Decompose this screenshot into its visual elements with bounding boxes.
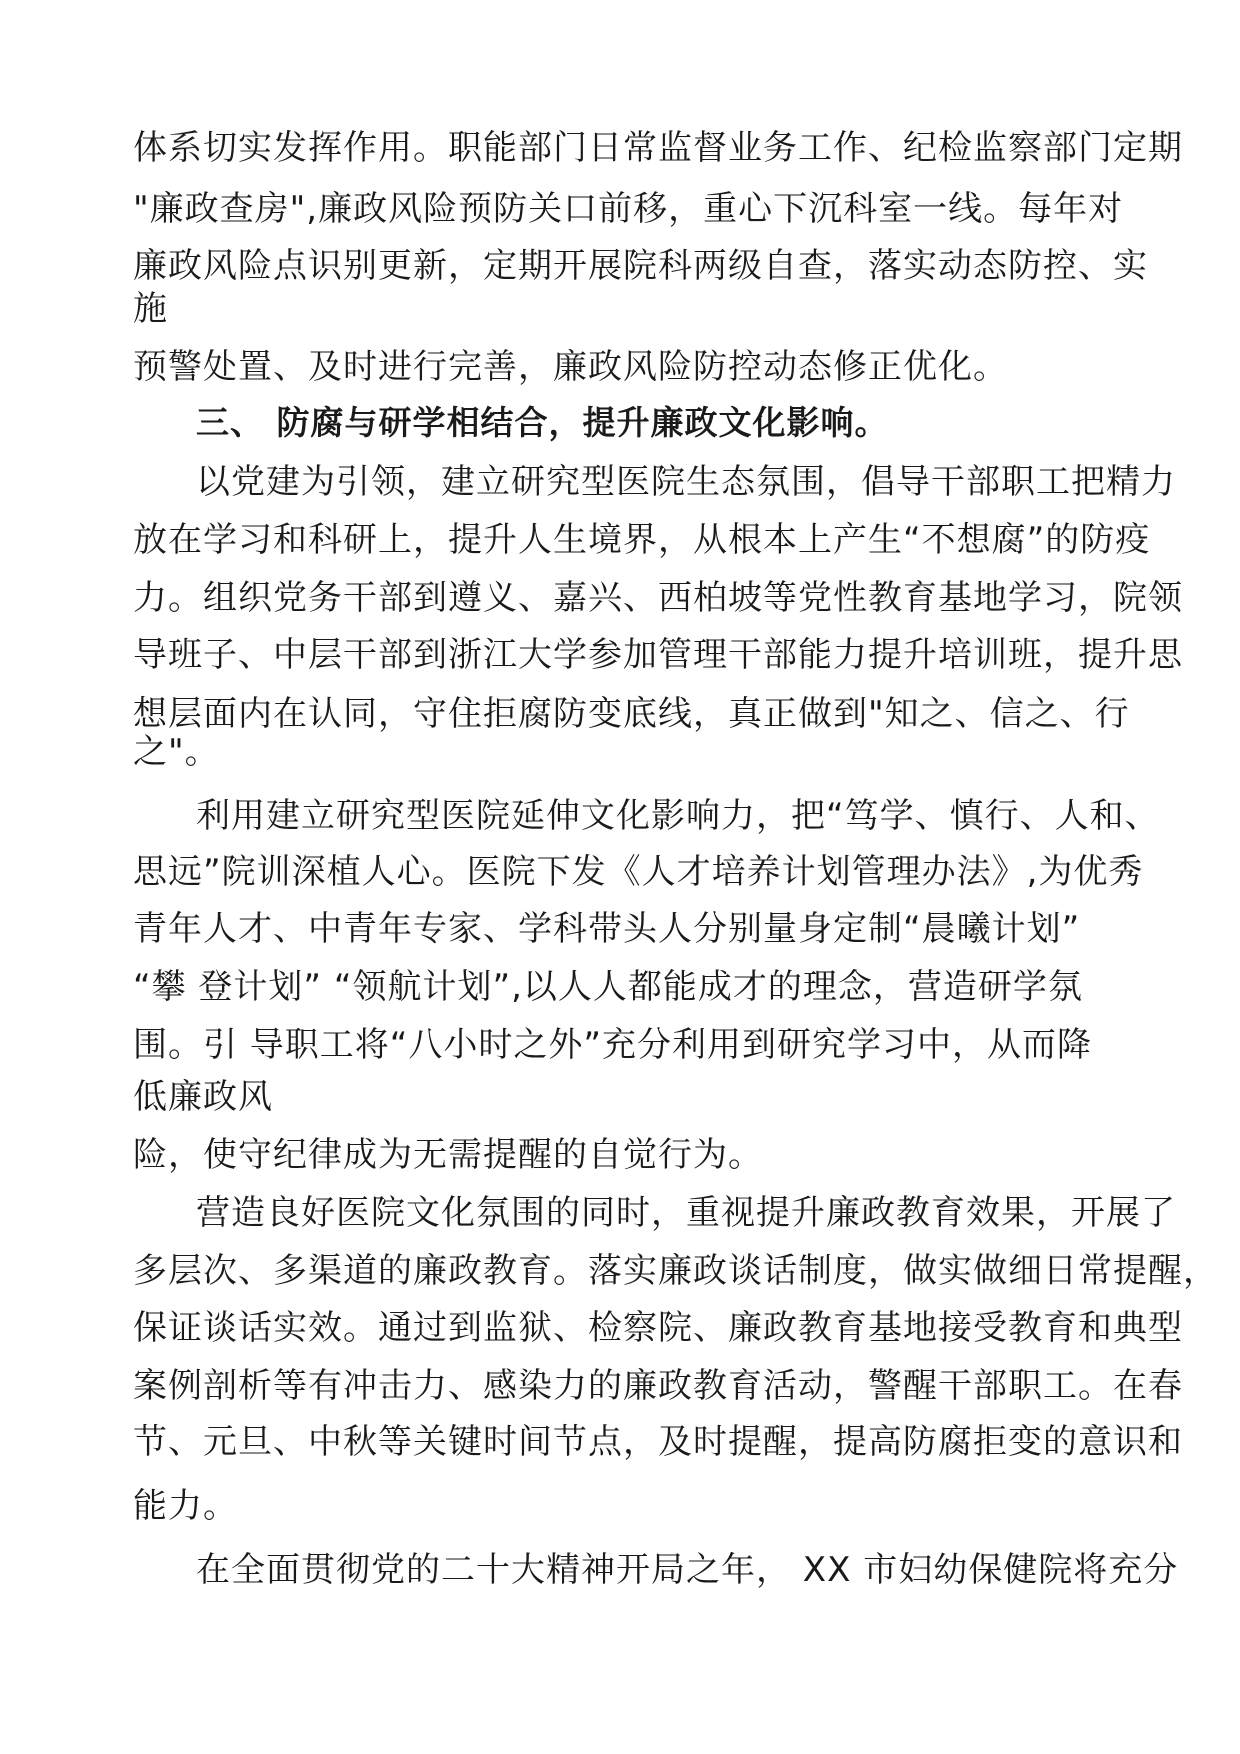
section-heading: 三、 防腐与研学相结合，提升廉政文化影响。 (196, 403, 889, 442)
text-line: 以党建为引领，建立研究型医院生态氛围，倡导干部职工把精力 (196, 462, 1176, 502)
text-line: 廉政风险点识别更新，定期开展院科两级自查，落实动态防控、实 (133, 246, 1148, 286)
text-line: 青年人才、中青年专家、学科带头人分别量身定制“晨曦计划” (133, 909, 1081, 949)
text-line: 在全面贯彻党的二十大精神开局之年， XX 市妇幼保健院将充分 (196, 1550, 1179, 1590)
text-line: 保证谈话实效。通过到监狱、检察院、廉政教育基地接受教育和典型 (133, 1308, 1183, 1348)
text-line: 营造良好医院文化氛围的同时，重视提升廉政教育效果，开展了 (196, 1193, 1176, 1233)
text-line: 围。引 导职工将“八小时之外”充分利用到研究学习中，从而降 (133, 1025, 1093, 1065)
text-line: 导班子、中层干部到浙江大学参加管理干部能力提升培训班，提升思 (133, 635, 1183, 675)
text-line: 之"。 (133, 732, 220, 772)
text-line: 预警处置、及时进行完善，廉政风险防控动态修正优化。 (133, 347, 1008, 387)
text-line: “攀 登计划” “领航计划”,以人人都能成才的理念，营造研学氛 (133, 967, 1083, 1007)
text-line: 利用建立研究型医院延伸文化影响力，把“笃学、慎行、人和、 (196, 796, 1160, 836)
text-line: 力。组织党务干部到遵义、嘉兴、西柏坡等党性教育基地学习，院领 (133, 578, 1183, 618)
text-line: 施 (133, 289, 168, 329)
text-line: 险，使守纪律成为无需提醒的自觉行为。 (133, 1135, 763, 1175)
text-line: 案例剖析等有冲击力、感染力的廉政教育活动，警醒干部职工。在春 (133, 1366, 1183, 1406)
text-line: 放在学习和科研上，提升人生境界，从根本上产生“不想腐”的防疫 (133, 520, 1151, 560)
text-line: 能力。 (133, 1486, 238, 1526)
text-line: 体系切实发挥作用。职能部门日常监督业务工作、纪检监察部门定期 (133, 128, 1183, 168)
text-line: 多层次、多渠道的廉政教育。落实廉政谈话制度，做实做细日常提醒， (133, 1251, 1218, 1291)
text-line: 低廉政风 (133, 1077, 273, 1117)
text-line: "廉政查房",廉政风险预防关口前移，重心下沉科室一线。每年对 (133, 189, 1124, 229)
text-line: 节、元旦、中秋等关键时间节点，及时提醒，提高防腐拒变的意识和 (133, 1422, 1183, 1462)
text-line: 思远”院训深植人心。医院下发《人才培养计划管理办法》,为优秀 (133, 852, 1144, 892)
text-line: 想层面内在认同，守住拒腐防变底线，真正做到"知之、信之、行 (133, 694, 1130, 734)
